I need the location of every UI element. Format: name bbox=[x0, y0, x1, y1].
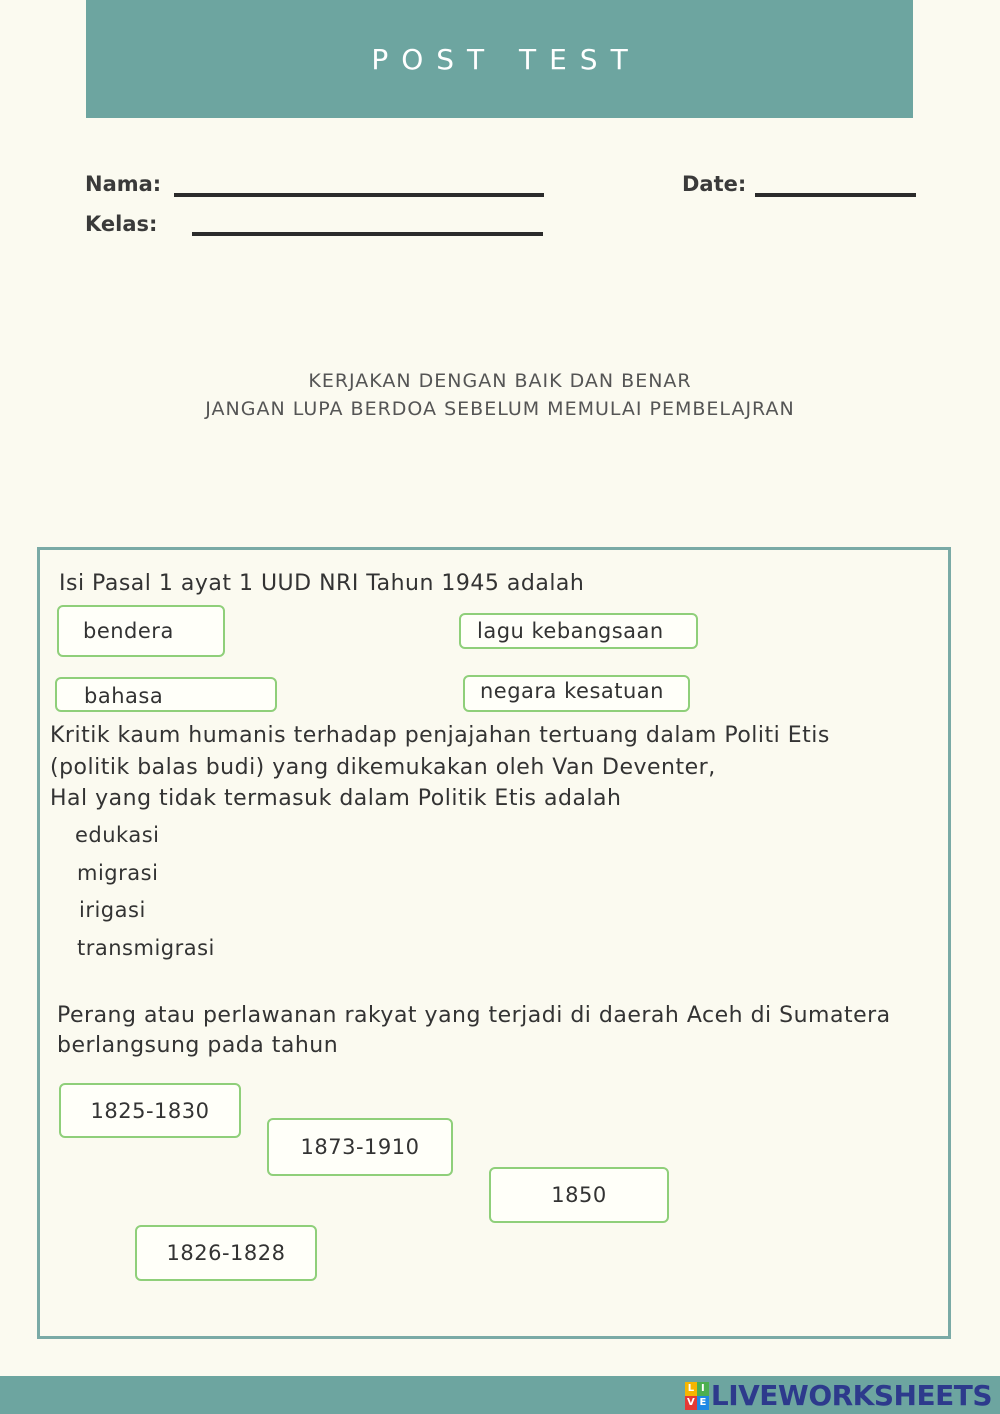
q1-option-bahasa[interactable]: bahasa bbox=[55, 677, 277, 712]
footer-bar bbox=[0, 1376, 1000, 1414]
name-label: Nama: bbox=[85, 172, 162, 196]
liveworksheets-icon bbox=[685, 1382, 709, 1410]
logo-tile-i: I bbox=[697, 1382, 709, 1396]
q3-option-1850[interactable]: 1850 bbox=[489, 1167, 669, 1223]
date-field[interactable] bbox=[755, 193, 916, 197]
q2-option-transmigrasi[interactable]: transmigrasi bbox=[77, 936, 215, 960]
question-2-line-3: Hal yang tidak termasuk dalam Politik Etis adalah bbox=[50, 786, 622, 811]
q2-option-irigasi[interactable]: irigasi bbox=[79, 898, 146, 922]
question-3-line-1: Perang atau perlawanan rakyat yang terjadi di daerah Aceh di Sumatera bbox=[57, 1003, 891, 1028]
class-field[interactable] bbox=[192, 232, 543, 236]
question-1-text: Isi Pasal 1 ayat 1 UUD NRI Tahun 1945 adalah bbox=[59, 571, 585, 596]
q1-option-lagu-kebangsaan[interactable]: lagu kebangsaan bbox=[459, 613, 698, 649]
question-3-line-2: berlangsung pada tahun bbox=[57, 1033, 339, 1058]
logo-tile-e: E bbox=[697, 1396, 709, 1410]
logo-tile-v: V bbox=[685, 1396, 697, 1410]
q1-option-negara-kesatuan[interactable]: negara kesatuan bbox=[463, 675, 690, 712]
q3-option-1826-1828[interactable]: 1826-1828 bbox=[135, 1225, 317, 1281]
q2-option-edukasi[interactable]: edukasi bbox=[75, 823, 160, 847]
question-2-line-2: (politik balas budi) yang dikemukakan oleh Van Deventer, bbox=[50, 755, 716, 780]
name-field[interactable] bbox=[174, 193, 544, 197]
q2-option-migrasi[interactable]: migrasi bbox=[77, 861, 159, 885]
instruction-line-2: JANGAN LUPA BERDOA SEBELUM MEMULAI PEMBELAJRAN bbox=[205, 398, 795, 420]
logo-tile-l: L bbox=[685, 1382, 697, 1396]
question-2-line-1: Kritik kaum humanis terhadap penjajahan tertuang dalam Politi Etis bbox=[50, 723, 830, 748]
header-banner bbox=[86, 0, 913, 118]
date-label: Date: bbox=[682, 172, 747, 196]
page-title: POST TEST bbox=[371, 42, 641, 76]
q3-option-1825-1830[interactable]: 1825-1830 bbox=[59, 1083, 241, 1138]
q3-option-1873-1910[interactable]: 1873-1910 bbox=[267, 1118, 453, 1176]
liveworksheets-logo[interactable] bbox=[685, 1379, 992, 1412]
class-label: Kelas: bbox=[85, 212, 158, 236]
brand-name: LIVEWORKSHEETS bbox=[710, 1379, 992, 1412]
instruction-line-1: KERJAKAN DENGAN BAIK DAN BENAR bbox=[308, 370, 692, 392]
q1-option-bendera[interactable]: bendera bbox=[57, 605, 225, 657]
